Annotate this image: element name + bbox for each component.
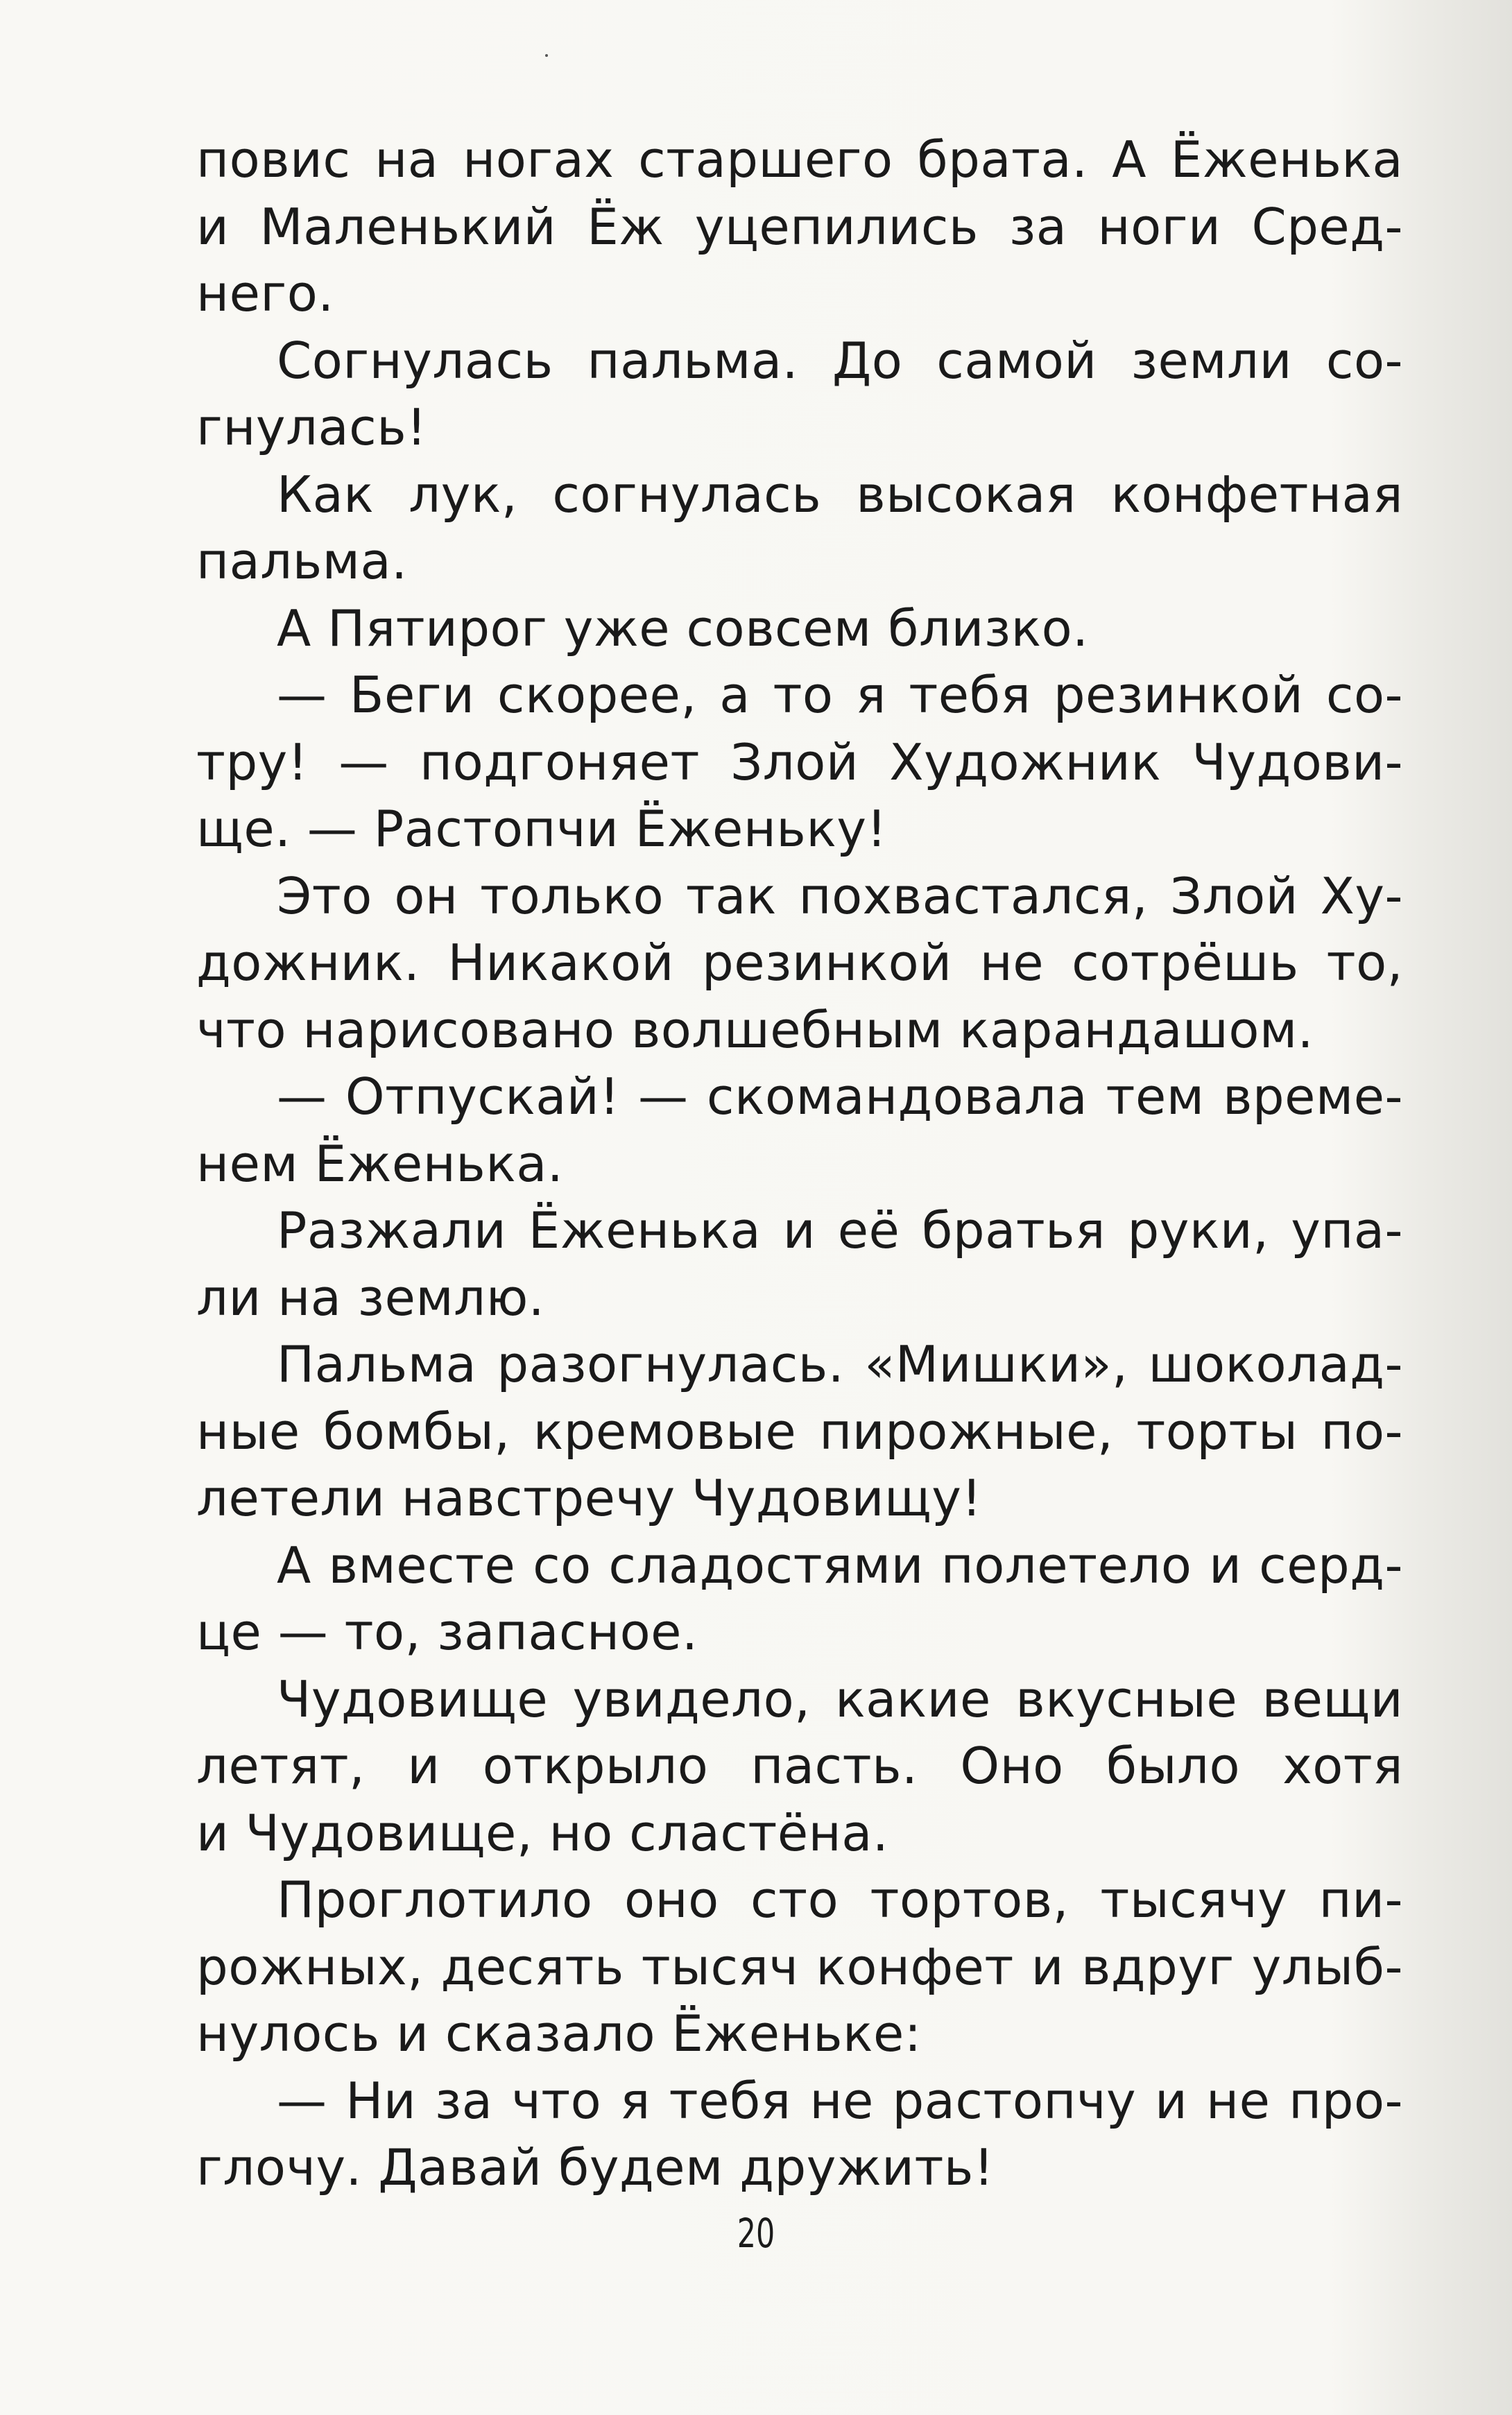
text-line: — Отпускай! — скомандовала тем време- bbox=[277, 1067, 1403, 1126]
text-line: него. bbox=[196, 264, 334, 323]
text-line: це — то, запасное. bbox=[196, 1603, 698, 1661]
text-line: и Чудовище, но сластёна. bbox=[196, 1803, 889, 1862]
text-line: рожных, десять тысяч конфет и вдруг улыб- bbox=[196, 1937, 1403, 1996]
page-number: 20 bbox=[737, 2210, 775, 2257]
text-line: Проглотило оно сто тортов, тысячу пи- bbox=[277, 1871, 1403, 1929]
text-line: Разжали Ёженька и её братья руки, упа- bbox=[277, 1201, 1403, 1260]
text-line: гнулась! bbox=[196, 398, 427, 456]
print-speck bbox=[545, 54, 548, 57]
text-line: А вместе со сладостями полетело и серд- bbox=[277, 1536, 1403, 1595]
text-line: ные бомбы, кремовые пирожные, торты по- bbox=[196, 1402, 1403, 1461]
text-line: пальма. bbox=[196, 532, 408, 590]
text-line: что нарисовано волшебным карандашом. bbox=[196, 1000, 1314, 1059]
text-line: ли на землю. bbox=[196, 1268, 545, 1327]
text-line: Пальма разогнулась. «Мишки», шоколад- bbox=[277, 1335, 1403, 1393]
text-line: — Беги скорее, а то я тебя резинкой со- bbox=[277, 666, 1403, 724]
text-line: повис на ногах старшего брата. А Ёженька bbox=[196, 130, 1403, 189]
text-line: Как лук, согнулась высокая конфетная bbox=[277, 465, 1403, 524]
text-line: и Маленький Ёж уцепились за ноги Сред- bbox=[196, 197, 1403, 256]
text-line: дожник. Никакой резинкой не сотрёшь то, bbox=[196, 934, 1403, 992]
text-line: Чудовище увидело, какие вкусные вещи bbox=[277, 1669, 1403, 1728]
text-line: летели навстречу Чудовищу! bbox=[196, 1469, 982, 1527]
text-line: глочу. Давай будем дружить! bbox=[196, 2138, 995, 2197]
text-line: нем Ёженька. bbox=[196, 1134, 564, 1193]
text-line: тру! — подгоняет Злой Художник Чудови- bbox=[196, 732, 1403, 791]
text-line: Согнулась пальма. До самой земли со- bbox=[277, 331, 1403, 390]
text-line: летят, и открыло пасть. Оно было хотя bbox=[196, 1737, 1403, 1795]
text-line: ще. — Растопчи Ёженьку! bbox=[196, 800, 887, 858]
text-line: Это он только так похвастался, Злой Ху- bbox=[277, 866, 1403, 925]
body-text bbox=[196, 126, 1403, 2201]
text-line: А Пятирог уже совсем близко. bbox=[277, 599, 1089, 658]
text-line: нулось и сказало Ёженьке: bbox=[196, 2004, 922, 2063]
text-line: — Ни за что я тебя не растопчу и не про- bbox=[277, 2071, 1403, 2130]
